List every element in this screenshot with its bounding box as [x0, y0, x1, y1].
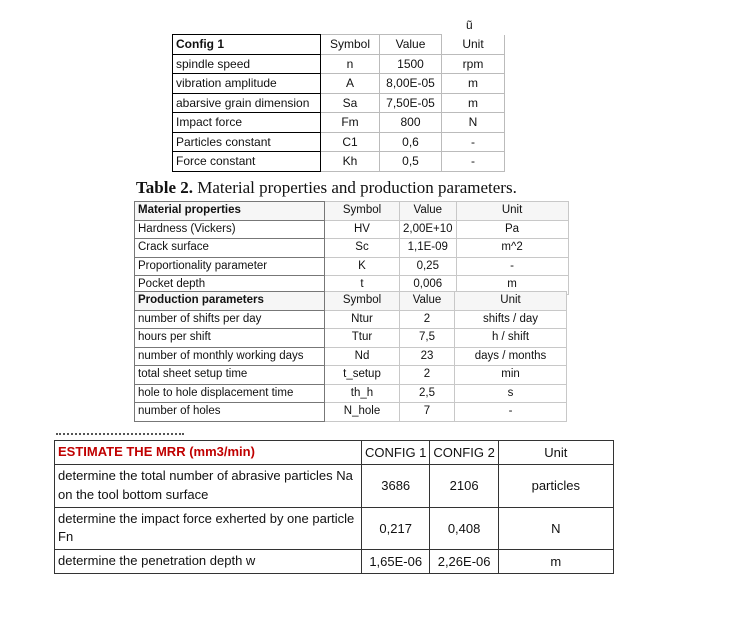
result-unit: N — [498, 507, 613, 550]
param-symbol: Kh — [321, 152, 380, 172]
param-value: 7 — [400, 403, 455, 422]
param-symbol: Sa — [321, 93, 380, 113]
param-name: Hardness (Vickers) — [135, 220, 325, 239]
table-row — [55, 507, 614, 550]
param-unit: - — [442, 132, 505, 152]
config2-value: 0,408 — [430, 507, 498, 550]
param-value: 1500 — [380, 54, 442, 74]
symbol-header: Symbol — [321, 35, 380, 55]
param-unit: min — [455, 366, 567, 385]
production-parameters-table — [134, 291, 567, 422]
param-symbol: t — [325, 276, 400, 295]
table-caption — [136, 178, 517, 198]
table-row — [135, 366, 567, 385]
config1-value: 0,217 — [362, 507, 430, 550]
table-row — [173, 74, 505, 94]
param-symbol: n — [321, 54, 380, 74]
param-value: 2,00E+10 — [400, 220, 457, 239]
value-header: Value — [400, 292, 455, 311]
param-value: 7,50E-05 — [380, 93, 442, 113]
param-unit: shifts / day — [455, 310, 567, 329]
param-symbol: K — [325, 257, 400, 276]
config1-header: CONFIG 1 — [362, 441, 430, 465]
param-name: Force constant — [173, 152, 321, 172]
param-name: abarsive grain dimension — [173, 93, 321, 113]
param-value: 0,25 — [400, 257, 457, 276]
config2-value: 2,26E-06 — [430, 550, 498, 574]
param-symbol: Ttur — [325, 329, 400, 348]
param-value: 2 — [400, 366, 455, 385]
unit-header: Unit — [442, 35, 505, 55]
param-value: 8,00E-05 — [380, 74, 442, 94]
table-header-row — [55, 441, 614, 465]
table-row — [173, 132, 505, 152]
param-unit: days / months — [455, 347, 567, 366]
param-symbol: Sc — [325, 239, 400, 258]
param-name: Crack surface — [135, 239, 325, 258]
symbol-header: Symbol — [325, 202, 400, 221]
param-value: 0,6 — [380, 132, 442, 152]
param-symbol: A — [321, 74, 380, 94]
table-row — [173, 93, 505, 113]
param-unit: m — [442, 93, 505, 113]
table-row — [135, 403, 567, 422]
param-symbol: HV — [325, 220, 400, 239]
result-unit: m — [498, 550, 613, 574]
symbol-header: Symbol — [325, 292, 400, 311]
table-row — [55, 464, 614, 507]
param-value: 1,1E-09 — [400, 239, 457, 258]
param-name: Impact force — [173, 113, 321, 133]
table-header-row — [135, 202, 569, 221]
param-value: 0,006 — [400, 276, 457, 295]
param-name: vibration amplitude — [173, 74, 321, 94]
param-value: 23 — [400, 347, 455, 366]
param-value: 2,5 — [400, 384, 455, 403]
param-unit: - — [455, 403, 567, 422]
config2-header: CONFIG 2 — [430, 441, 498, 465]
table-row — [173, 113, 505, 133]
param-name: hole to hole displacement time — [135, 384, 325, 403]
config2-value: 2106 — [430, 464, 498, 507]
param-value: 800 — [380, 113, 442, 133]
result-unit: particles — [498, 464, 613, 507]
unit-header: Unit — [498, 441, 613, 465]
estimate-title: ESTIMATE THE MRR (mm3/min) — [55, 441, 362, 465]
param-unit: - — [442, 152, 505, 172]
table-row — [135, 347, 567, 366]
unit-header-fragment: ũ — [466, 18, 473, 32]
table-row — [173, 54, 505, 74]
unit-header: Unit — [456, 202, 568, 221]
param-symbol: t_setup — [325, 366, 400, 385]
param-unit: m — [456, 276, 568, 295]
param-unit: - — [456, 257, 568, 276]
dotted-divider — [56, 433, 184, 435]
param-name: Proportionality parameter — [135, 257, 325, 276]
unit-header: Unit — [455, 292, 567, 311]
param-name: number of monthly working days — [135, 347, 325, 366]
param-name: Pocket depth — [135, 276, 325, 295]
config1-value: 1,65E-06 — [362, 550, 430, 574]
param-name: hours per shift — [135, 329, 325, 348]
param-unit: s — [455, 384, 567, 403]
param-symbol: N_hole — [325, 403, 400, 422]
table-row — [135, 310, 567, 329]
param-unit: m^2 — [456, 239, 568, 258]
param-value: 7,5 — [400, 329, 455, 348]
caption-text: Material properties and production parameters. — [193, 178, 517, 197]
table-row — [55, 550, 614, 574]
table-row — [135, 239, 569, 258]
config1-table — [172, 34, 505, 172]
param-unit: N — [442, 113, 505, 133]
table-header-row — [173, 35, 505, 55]
table-row — [135, 220, 569, 239]
caption-label: Table 2. — [136, 178, 194, 197]
param-symbol: C1 — [321, 132, 380, 152]
param-symbol: Ntur — [325, 310, 400, 329]
param-unit: rpm — [442, 54, 505, 74]
param-name: total sheet setup time — [135, 366, 325, 385]
value-header: Value — [380, 35, 442, 55]
param-unit: h / shift — [455, 329, 567, 348]
mrr-estimate-table — [54, 440, 614, 574]
param-name: Particles constant — [173, 132, 321, 152]
task-description: determine the total number of abrasive particles Na on the tool bottom surface — [55, 464, 362, 507]
section-title: Production parameters — [135, 292, 325, 311]
table-header-row — [135, 292, 567, 311]
config1-value: 3686 — [362, 464, 430, 507]
config-title: Config 1 — [173, 35, 321, 55]
param-symbol: Nd — [325, 347, 400, 366]
param-unit: Pa — [456, 220, 568, 239]
material-properties-table — [134, 201, 569, 295]
table-row — [173, 152, 505, 172]
param-value: 2 — [400, 310, 455, 329]
task-description: determine the penetration depth w — [55, 550, 362, 574]
param-name: number of shifts per day — [135, 310, 325, 329]
table-row — [135, 329, 567, 348]
table-row — [135, 257, 569, 276]
value-header: Value — [400, 202, 457, 221]
param-name: spindle speed — [173, 54, 321, 74]
table-row — [135, 384, 567, 403]
param-unit: m — [442, 74, 505, 94]
section-title: Material properties — [135, 202, 325, 221]
param-value: 0,5 — [380, 152, 442, 172]
task-description: determine the impact force exherted by one particle Fn — [55, 507, 362, 550]
param-symbol: Fm — [321, 113, 380, 133]
param-name: number of holes — [135, 403, 325, 422]
param-symbol: th_h — [325, 384, 400, 403]
